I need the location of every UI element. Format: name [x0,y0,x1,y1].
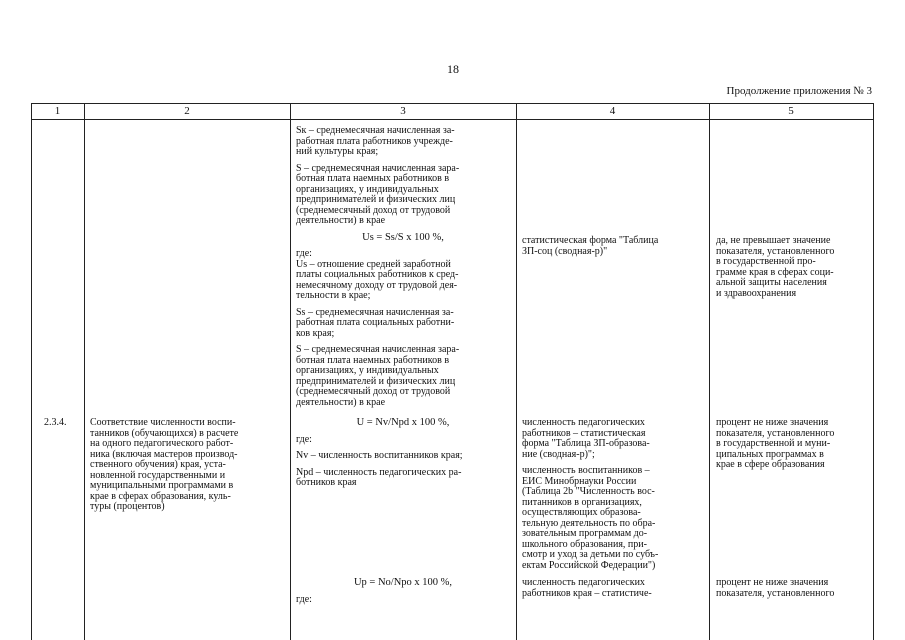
text-line: школьного образования, при- [522,538,647,550]
text-line: ботная плата наемных работников в [296,173,450,184]
text-line: ципальных программах в [716,448,824,460]
text-line: статистическая форма "Таблица [522,235,659,246]
text-line: туры (процентов) [90,501,165,512]
row-b-source [522,418,658,571]
text-line: Npd – численность педагогических ра- [296,466,462,478]
sk-definition [296,126,510,158]
text-line: организациях, у индивидуальных [296,365,439,376]
text-line: ЕИС Минобрнауки России [522,475,637,487]
row-b-target [716,418,834,471]
text-line: альной защиты населения [716,277,827,288]
text-line: Ss – среднемесячная начисленная за- [296,306,454,318]
continuation-title: Продолжение приложения № 3 [726,85,872,97]
where-label: где: [296,593,312,605]
text-line: численность педагогических [522,577,645,588]
s-definition-2 [296,345,510,408]
text-line: работников – статистическая [522,427,646,439]
text-line: деятельности) в крае [296,396,386,408]
column-divider-1 [84,103,85,640]
text-line: питанников в организациях, [522,496,642,508]
text-line: ЗП-соц (сводная-р)" [522,245,608,257]
text-line: и здравоохранения [716,287,797,299]
text-line: крае в сфере образования [716,459,825,470]
npd-definition [296,468,510,489]
text-line: предпринимателей и физических лиц [296,375,456,387]
column-divider-3 [516,103,517,640]
column-header-4: 4 [609,105,616,117]
text-line: численность воспитанников – [522,465,650,476]
column-header-1: 1 [54,105,61,117]
ss-definition [296,308,510,340]
text-line: осуществляющих образова- [522,507,641,518]
text-line: муниципальными программами в [90,480,234,491]
text-line: зовательным программам до- [522,528,648,539]
text-line: процент не ниже значения [716,417,829,428]
text-line: да, не превышает значение [716,235,831,246]
text-line: ков края; [296,327,335,339]
row-a-calculation [296,126,510,408]
text-line: работная плата работников учрежде- [296,135,453,147]
column-divider-2 [290,103,291,640]
text-line: ника (включая мастеров производ- [90,448,238,460]
page-number: 18 [447,62,459,76]
text-line: крае в сферах образования, куль- [90,490,231,502]
us-definition [296,260,510,302]
column-divider-4 [709,103,710,640]
text-line: показателя, установленного [716,427,835,439]
table-border-left [31,103,32,640]
text-line: Соответствие численности воспи- [90,417,236,428]
s-definition [296,164,510,227]
text-line: показателя, установленного [716,245,835,257]
text-line: деятельности) в крае [296,215,386,226]
text-line: показателя, установленного [716,587,835,599]
text-line: смотр и уход за детьми по субъ- [522,549,659,560]
text-line: в государственной про- [716,256,816,267]
formula-u: U = Nv/Npd x 100 %, [356,417,450,428]
text-line: работников края – статистиче- [522,587,652,599]
text-line: форма "Таблица ЗП-образова- [522,438,650,449]
row-a-target [716,236,834,299]
table-border-right [873,103,874,640]
text-line: ний культуры края; [296,146,379,157]
text-line: работная плата социальных работни- [296,317,455,328]
nv-definition: Nv – численность воспитанников края; [296,450,463,461]
text-line: Us – отношение средней заработной [296,258,451,270]
text-line: танников (обучающихся) в расчете [90,427,239,439]
column-header-2: 2 [184,105,190,117]
text-line: (среднемесячный доход от трудовой [296,386,451,397]
text-line: немесячному доходу от трудовой дея- [296,279,458,291]
text-line: тельности в крае; [296,290,371,301]
text-line: платы социальных работников к сред- [296,269,459,280]
text-line: S – среднемесячная начисленная зара- [296,344,460,355]
column-header-5: 5 [788,105,794,117]
formula-up: Up = No/Npo x 100 %, [353,577,453,588]
text-line: (Таблица 2b "Численность вос- [522,486,655,497]
row-c-source [522,578,652,599]
text-line: организациях, у индивидуальных [296,183,439,195]
text-line: процент не ниже значения [716,577,829,588]
text-line: ектам Российской Федерации") [522,559,656,571]
text-line: (среднемесячный доход от трудовой [296,204,451,216]
text-line: ботная плата наемных работников в [296,354,450,366]
column-header-3: 3 [400,105,406,117]
text-line: в государственной и муни- [716,438,831,449]
text-line: численность педагогических [522,417,645,428]
text-line: ственного обучения) края, уста- [90,459,226,470]
text-line: ние (сводная-р)"; [522,448,595,460]
text-line: грамме края в сферах соци- [716,266,834,278]
row-b-indicator-name [90,418,238,513]
formula-us: Us = Ss/S x 100 %, [362,231,444,243]
row-b-calculation [296,418,510,489]
text-line: S – среднемесячная начисленная зара- [296,162,460,174]
row-b-number: 2.3.4. [44,417,67,428]
row-c-calculation [296,578,510,605]
row-a-source [522,236,658,257]
text-line: новленной государственными и [90,469,226,481]
text-line: ботников края [296,477,357,488]
row-c-target [716,578,834,599]
text-line: тельную деятельность по обра- [522,517,656,529]
text-line: предпринимателей и физических лиц [296,194,456,205]
text-line: Sк – среднемесячная начисленная за- [296,125,455,136]
where-label: где: [296,433,312,445]
text-line: на одного педагогического работ- [90,438,234,449]
where-label: где: [296,248,312,259]
